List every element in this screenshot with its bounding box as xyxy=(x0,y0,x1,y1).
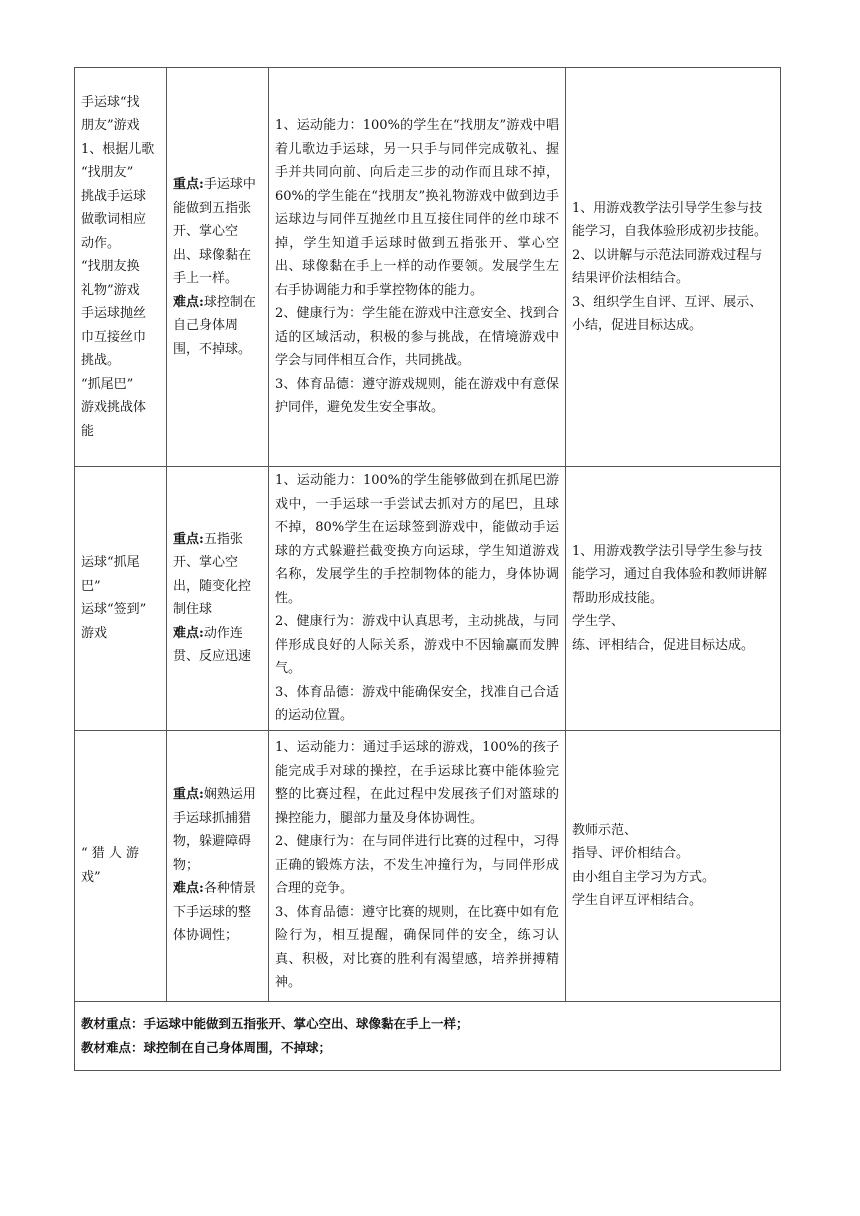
methods-cell xyxy=(566,68,781,467)
key-point-text: 娴熟运用手运球抓捕猎物，躲避障碍物； xyxy=(173,787,256,873)
content-line: 挑战手运球 xyxy=(81,188,147,204)
content-line: 游戏 xyxy=(81,625,108,641)
content-line: “抓尾巴” xyxy=(81,376,134,392)
content-line: 1、根据儿歌 xyxy=(81,141,155,157)
difficulty-text: 动作连贯、反应迅速 xyxy=(173,625,252,665)
methods-cell xyxy=(566,467,781,731)
objective-item: 1、运动能力：100%的学生在“找朋友”游戏中唱着儿歌边手运球，另一只手与同伴完成敬礼、握手并共同向前、向后走三步的动作而且球不掉，60%的学生能在“找朋友”换礼物游戏中做到边手运球边与同伴互抛丝巾且互接住同伴的丝巾球不掉，学生知道手运球时做到五指张开、掌心空出、球像黏在手上一样的动作要领。发展学生左右手协调能力和手掌控物体的能力。 xyxy=(275,118,559,298)
content-line: 手运球“找 xyxy=(81,94,140,110)
table-row xyxy=(75,467,781,731)
objective-item: 3、体育品德：遵守游戏规则，能在游戏中有意保护同伴，避免发生安全事故。 xyxy=(275,376,559,416)
content-line: 戏” xyxy=(81,869,101,885)
objective-item: 3、体育品德：遵守比赛的规则，在比赛中如有危险行为，相互提醒，确保同伴的安全，练习认真、积极，对比赛的胜利有渴望感，培养拼搏精神。 xyxy=(275,904,559,991)
summary-cell xyxy=(75,1001,781,1070)
key-point-text: 手运球中能做到五指张开、掌心空出、球像黏在手上一样。 xyxy=(173,177,256,286)
objective-item: 3、体育品德：游戏中能确保安全，找准自己合适的运动位置。 xyxy=(275,684,559,723)
key-point-label: 重点: xyxy=(173,787,204,803)
content-line: “ 猎 人 游 xyxy=(81,846,140,861)
method-item: 练、评相结合，促进目标达成。 xyxy=(572,637,755,653)
key-point-label: 重点: xyxy=(173,531,204,547)
difficulty-label: 难点: xyxy=(173,625,204,641)
objective-item: 2、健康行为：在与同伴进行比赛的过程中，习得正确的锻炼方法，不发生冲撞行为，与同伴形成合理的竞争。 xyxy=(275,834,559,897)
content-line: 做歌词相应 xyxy=(81,212,147,228)
content-line: 能 xyxy=(81,423,95,439)
objective-item: 1、运动能力：通过手运球的游戏，100%的孩子能完成手对球的操控，在手运球比赛中能体验完整的比赛过程，在此过程中发展孩子们对篮球的操控能力，腿部力量及身体协调性。 xyxy=(275,740,559,826)
content-line: 巴” xyxy=(81,578,101,594)
key-point-label: 重点: xyxy=(173,177,204,192)
key-difficulty-cell xyxy=(167,467,269,731)
method-item: 教师示范、 xyxy=(572,822,638,838)
objectives-cell xyxy=(269,68,566,467)
key-difficulty-cell xyxy=(167,730,269,1001)
content-line: 游戏挑战体 xyxy=(81,400,147,416)
objective-item: 2、健康行为：学生能在游戏中注意安全、找到合适的区域活动，积极的参与挑战，在情境游戏中学会与同伴相互合作，共同挑战。 xyxy=(275,306,559,369)
content-line: 朋友”游戏 xyxy=(81,118,140,134)
objectives-cell xyxy=(269,730,566,1001)
method-item: 学生自评互评相结合。 xyxy=(572,893,703,908)
objective-item: 2、健康行为：游戏中认真思考，主动挑战，与同伴形成良好的人际关系，游戏中不因输赢而发脾气。 xyxy=(275,614,559,676)
content-line: “找朋友换 xyxy=(81,259,140,275)
textbook-difficulty: 教材难点：球控制在自己身体周围，不掉球； xyxy=(81,1039,332,1055)
difficulty-text: 球控制在自己身体周围，不掉球。 xyxy=(173,294,256,357)
content-line: 动作。 xyxy=(81,235,121,251)
method-item: 3、组织学生自评、互评、展示、小结，促进目标达成。 xyxy=(572,294,763,333)
table-row xyxy=(75,68,781,467)
method-item: 由小组自主学习为方式。 xyxy=(572,869,716,885)
content-cell xyxy=(75,68,167,467)
method-item: 2、以讲解与示范法同游戏过程与结果评价法相结合。 xyxy=(572,247,763,286)
content-cell xyxy=(75,730,167,1001)
key-difficulty-cell xyxy=(167,68,269,467)
method-item: 1、用游戏教学法引导学生参与技能学习，自我体验形成初步技能。 xyxy=(572,200,768,239)
objectives-cell xyxy=(269,467,566,731)
content-line: “找朋友” xyxy=(81,165,134,181)
content-line: 运球“抓尾 xyxy=(81,555,140,571)
content-line: 挑战。 xyxy=(81,353,121,369)
method-item: 指导、评价相结合。 xyxy=(572,846,690,861)
textbook-key-point: 教材重点：手运球中能做到五指张开、掌心空出、球像黏在手上一样； xyxy=(81,1016,469,1031)
objective-item: 1、运动能力：100%的学生能够做到在抓尾巴游戏中，一手运球一手尝试去抓对方的尾巴，且球不掉，80%学生在运球签到游戏中，能做动手运球的方式躲避拦截变换方向运球，学生知道游戏名称，发展学生的手控制物体的能力，身体协调性。 xyxy=(275,473,559,606)
summary-row xyxy=(75,1001,781,1070)
content-line: 运球“签到” xyxy=(81,602,147,618)
key-point-text: 五指张开、掌心空出，随变化控制住球 xyxy=(173,531,252,618)
content-cell xyxy=(75,467,167,731)
content-line: 巾互接丝巾 xyxy=(81,329,147,345)
lesson-plan-table xyxy=(74,67,781,1071)
method-item: 学生学、 xyxy=(572,614,625,629)
methods-cell xyxy=(566,730,781,1001)
difficulty-label: 难点: xyxy=(173,294,204,310)
table-row xyxy=(75,730,781,1001)
difficulty-label: 难点: xyxy=(173,881,204,897)
content-line: 礼物”游戏 xyxy=(81,282,140,298)
difficulty-text: 各种情景下手运球的整体协调性； xyxy=(173,881,256,944)
method-item: 1、用游戏教学法引导学生参与技能学习，通过自我体验和教师讲解帮助形成技能。 xyxy=(572,543,768,606)
content-line: 手运球抛丝 xyxy=(81,306,147,322)
